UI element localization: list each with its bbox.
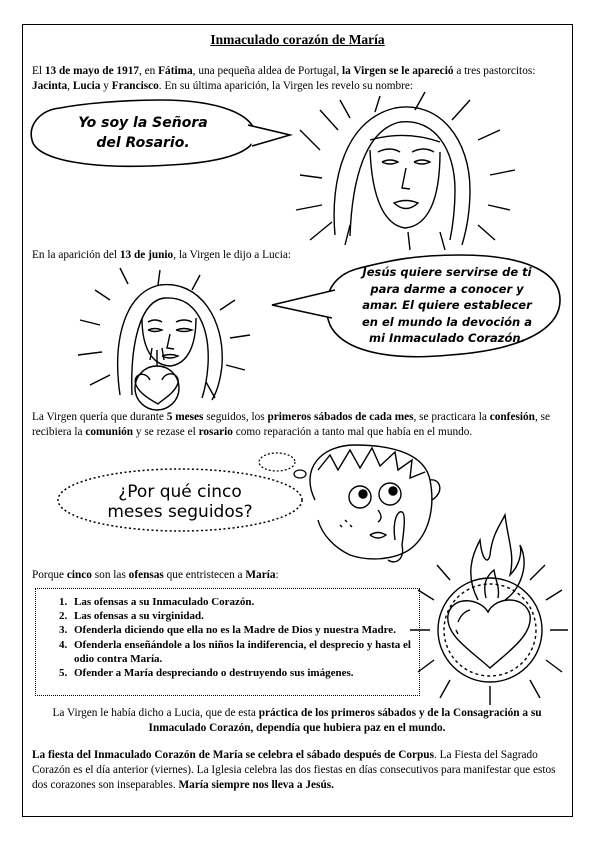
- name-lucia: Lucia: [72, 80, 101, 92]
- offense-item: 2. Las ofensas a su virginidad.: [70, 609, 415, 623]
- text: . En su última aparición, la Virgen les revelo su nombre:: [158, 80, 414, 92]
- offense-item: 3. Ofenderla diciendo que ella no es la Madre de Dios y nuestra Madre.: [70, 623, 415, 637]
- feast-paragraph: [32, 748, 564, 793]
- bubble-line: Jesús quiere servirse de ti: [362, 265, 532, 279]
- bubble-line: del Rosario.: [96, 135, 190, 151]
- offense-item: 4. Ofenderla enseñándole a los niños la indiferencia, el desprecio y hasta el odio contra María.: [70, 638, 415, 666]
- promise-paragraph: [32, 706, 562, 736]
- date-bold: 13 de mayo de 1917: [44, 65, 140, 77]
- text: y se rezase el: [133, 426, 199, 438]
- bold-text: ofensas: [128, 569, 164, 581]
- text: , la Virgen le dijo a Lucia:: [173, 249, 291, 261]
- date-bold: 13 de junio: [119, 249, 174, 261]
- bold-text: rosario: [198, 426, 233, 438]
- place-bold: Fátima: [158, 65, 193, 77]
- text: son las: [91, 569, 129, 581]
- text: :: [275, 569, 279, 581]
- offense-item: 1. Las ofensas a su Inmaculado Corazón.: [70, 595, 415, 609]
- text: . La Fiesta del Sagrado Corazón es el día anterior (viernes). La Iglesia celebra las dos fiestas en días consecutivos para manifestar que estos dos corazones son inseparables.: [32, 749, 556, 791]
- text: a tres pastorcitos:: [453, 65, 536, 77]
- bold-text: 5 meses: [166, 411, 204, 423]
- text: como reparación a tanto mal que había en el mundo.: [232, 426, 473, 438]
- bold-text: María: [245, 569, 276, 581]
- text: La Virgen quería que durante: [32, 411, 167, 423]
- bubble-line: Yo soy la Señora: [78, 115, 208, 131]
- text: , una pequeña aldea de Portugal,: [192, 65, 342, 77]
- text: que entristecen a: [163, 569, 246, 581]
- name-francisco: Francisco: [111, 80, 159, 92]
- bubble-line: en el mundo la devoción a: [362, 314, 532, 329]
- bold-text: primeros sábados de cada mes: [267, 411, 414, 423]
- bubble-line: amar. El quiere establecer: [362, 298, 532, 312]
- apparition-bold: la Virgen se le apareció: [342, 65, 454, 77]
- bold-text: María siempre nos lleva a Jesús.: [178, 779, 334, 791]
- page-title: Inmaculado corazón de María: [210, 32, 385, 47]
- text: , se recibiera la: [32, 411, 550, 438]
- text: , en: [139, 65, 159, 77]
- text: La Virgen le había dicho a Lucia, que de esta: [52, 707, 259, 719]
- bubble-line: para darme a conocer y: [370, 281, 524, 296]
- thought-line: meses seguidos?: [107, 502, 253, 522]
- bold-text: confesión: [489, 411, 535, 423]
- text: En la aparición del: [32, 249, 120, 261]
- text: seguidos, los: [203, 411, 268, 423]
- bold-text: cinco: [66, 569, 92, 581]
- offense-item: 5. Ofender a María despreciando o destruyendo sus imágenes.: [70, 666, 415, 680]
- name-jacinta: Jacinta: [32, 80, 68, 92]
- bold-text: práctica de los primeros sábados y de la Consagración a su Inmaculado Corazón, dependía que hubiera paz en el mundo.: [148, 707, 542, 734]
- thought-line: ¿Por qué cinco: [118, 482, 242, 502]
- text: , se practicara la: [413, 411, 490, 423]
- text: Porque: [32, 569, 67, 581]
- bold-text: La fiesta del Inmaculado Corazón de María se celebra el sábado después de Corpus: [32, 749, 434, 761]
- bubble-line: mi Inmaculado Corazón.: [369, 331, 525, 345]
- text: y: [100, 80, 112, 92]
- text: El: [32, 65, 45, 77]
- text: ,: [67, 80, 73, 92]
- bold-text: comunión: [85, 426, 134, 438]
